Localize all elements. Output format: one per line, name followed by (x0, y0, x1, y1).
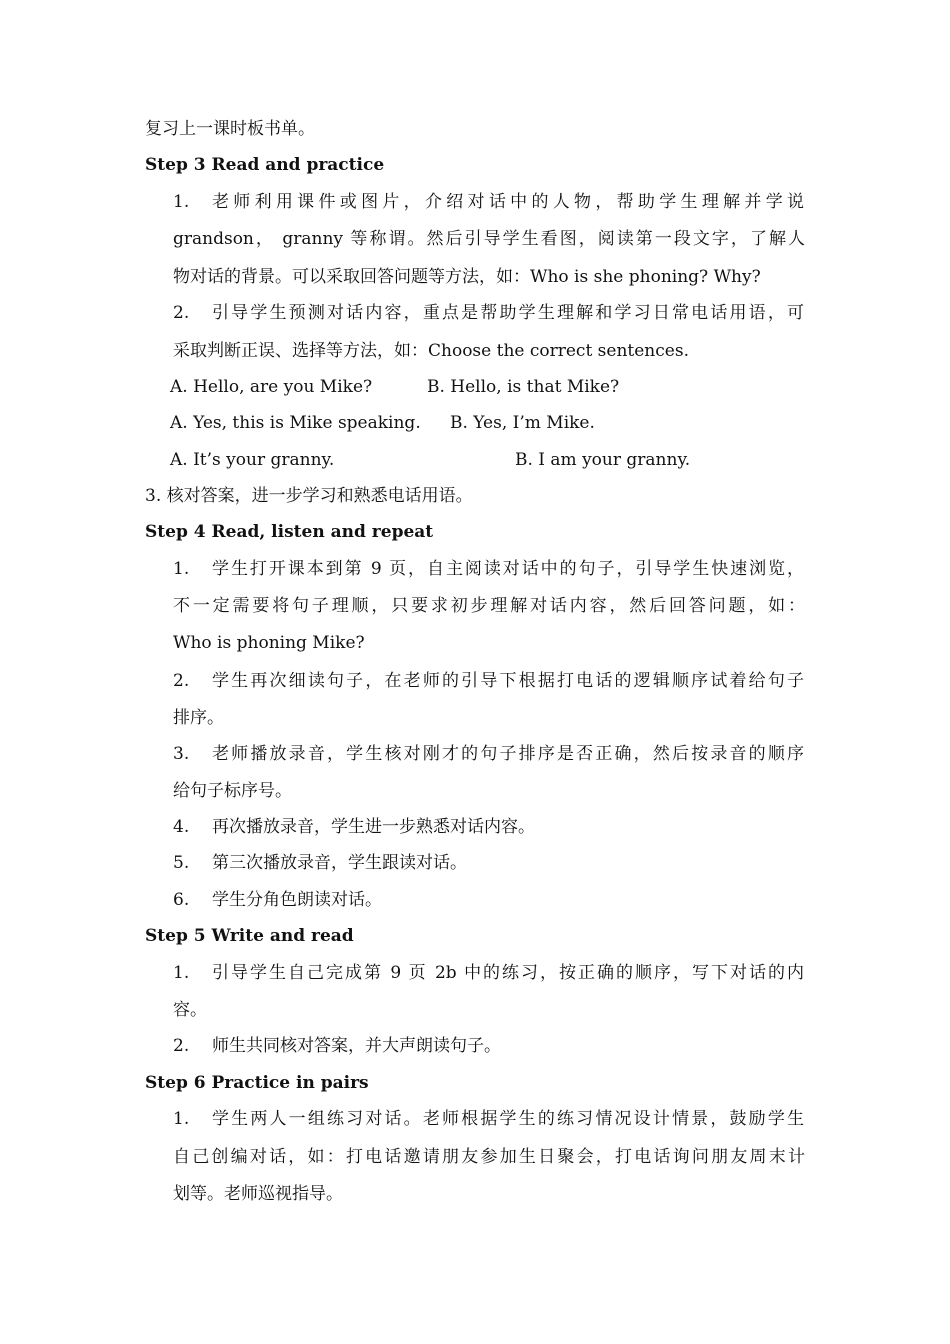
step5-heading: Step 5 Write and read (145, 926, 354, 946)
step4-item6-text: 学生分角色朗读对话。 (212, 890, 382, 910)
step4-item1-line1: 学生打开课本到第 9 页，自主阅读对话中的句子，引导学生快速浏览， (212, 559, 804, 579)
choice3-option-a: A. It’s your granny. (170, 450, 335, 470)
step6-heading: Step 6 Practice in pairs (145, 1073, 369, 1093)
step4-item4-number: 4. (173, 817, 190, 837)
step4-item5-text: 第三次播放录音，学生跟读对话。 (212, 853, 467, 873)
step4-item2-number: 2. (173, 671, 190, 691)
choice2-option-b: B. Yes, I’m Mike. (450, 413, 595, 433)
step3-item3: 3. 核对答案，进一步学习和熟悉电话用语。 (145, 486, 473, 506)
step5-item1-line2: 容。 (173, 1000, 207, 1020)
choice3-option-b: B. I am your granny. (515, 450, 691, 470)
step3-item1-number: 1. (173, 192, 190, 212)
step4-item3-line1: 老师播放录音，学生核对刚才的句子排序是否正确，然后按录音的顺序 (212, 744, 804, 764)
step4-item1-line2: 不一定需要将句子理顺，只要求初步理解对话内容，然后回答问题，如： (173, 596, 805, 616)
choice2-option-a: A. Yes, this is Mike speaking. (170, 413, 421, 433)
step4-item5-number: 5. (173, 853, 190, 873)
step3-heading: Step 3 Read and practice (145, 155, 385, 175)
step3-item1-line3: 物对话的背景。可以采取回答问题等方法，如：Who is she phoning? Why? (173, 267, 761, 287)
step4-item3-number: 3. (173, 744, 190, 764)
step4-item4-text: 再次播放录音，学生进一步熟悉对话内容。 (212, 817, 535, 837)
step5-item1-number: 1. (173, 963, 190, 983)
step3-item2-number: 2. (173, 303, 190, 323)
step5-item2-text: 师生共同核对答案，并大声朗读句子。 (212, 1036, 501, 1056)
step5-item1-line1: 引导学生自己完成第 9 页 2b 中的练习，按正确的顺序，写下对话的内 (212, 963, 804, 983)
step6-item1-line2: 自己创编对话，如：打电话邀请朋友参加生日聚会，打电话询问朋友周末计 (173, 1147, 805, 1167)
choice1-option-b: B. Hello, is that Mike? (427, 377, 620, 397)
step4-item6-number: 6. (173, 890, 190, 910)
step4-heading: Step 4 Read, listen and repeat (145, 522, 434, 542)
step4-item1-line3: Who is phoning Mike? (173, 633, 365, 653)
step5-item2-number: 2. (173, 1036, 190, 1056)
step4-item1-number: 1. (173, 559, 190, 579)
step6-item1-number: 1. (173, 1109, 190, 1129)
choice1-option-a: A. Hello, are you Mike? (170, 377, 373, 397)
step4-item3-line2: 给句子标序号。 (173, 781, 292, 801)
step4-item2-line1: 学生再次细读句子，在老师的引导下根据打电话的逻辑顺序试着给句子 (212, 671, 804, 691)
step6-item1-line1: 学生两人一组练习对话。老师根据学生的练习情况设计情景，鼓励学生 (212, 1109, 804, 1129)
step3-item2-line2: 采取判断正误、选择等方法，如：Choose the correct sentences. (173, 341, 689, 361)
step3-item2-line1: 引导学生预测对话内容，重点是帮助学生理解和学习日常电话用语，可 (212, 303, 804, 323)
step6-item1-line3: 划等。老师巡视指导。 (173, 1184, 343, 1204)
step3-item1-line2: grandson， granny 等称谓。然后引导学生看图，阅读第一段文字，了解人 (173, 229, 805, 249)
step4-item2-line2: 排序。 (173, 708, 224, 728)
intro-text: 复习上一课时板书单。 (145, 119, 315, 139)
step3-item1-line1: 老师利用课件或图片，介绍对话中的人物，帮助学生理解并学说 (212, 192, 804, 212)
